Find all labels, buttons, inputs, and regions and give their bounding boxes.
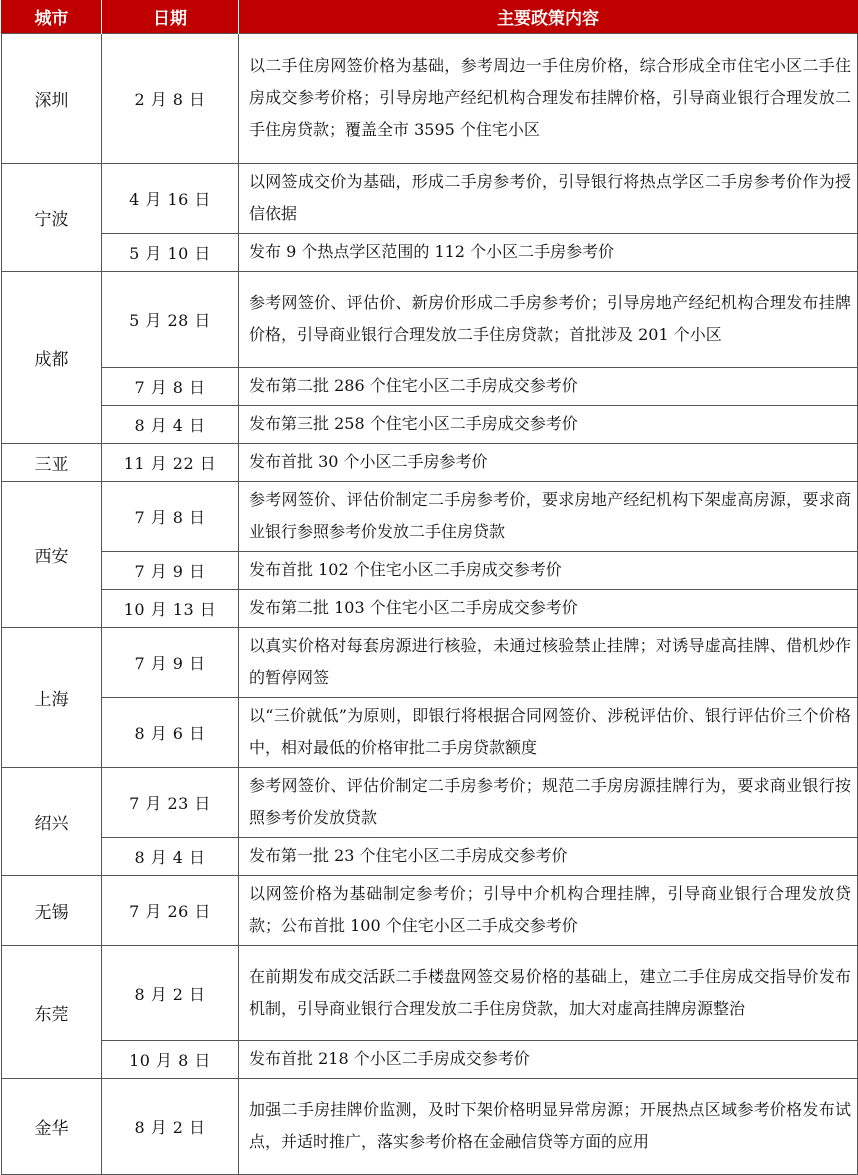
table-row [2, 406, 858, 444]
city-cell: 金华 [2, 1079, 102, 1175]
policy-cell: 发布第二批 286 个住宅小区二手房成交参考价 [239, 368, 858, 406]
policy-cell: 以二手住房网签价格为基础，参考周边一手住房价格，综合形成全市住宅小区二手住房成交参考价格；引导房地产经纪机构合理发布挂牌价格，引导商业银行合理发放二手住房贷款；覆盖全市 3595 个住宅小区 [239, 34, 858, 164]
policy-cell: 发布第一批 23 个住宅小区二手房成交参考价 [239, 838, 858, 876]
table-row [2, 1079, 858, 1175]
table-row [2, 698, 858, 768]
date-cell: 5 月 10 日 [102, 234, 239, 272]
date-cell: 7 月 8 日 [102, 482, 239, 552]
policy-cell: 以“三价就低”为原则，即银行将根据合同网签价、涉税评估价、银行评估价三个价格中，相对最低的价格审批二手房贷款额度 [239, 698, 858, 768]
policy-cell: 发布首批 30 个小区二手房参考价 [239, 444, 858, 482]
date-cell: 8 月 4 日 [102, 406, 239, 444]
table-row [2, 946, 858, 1041]
table-row [2, 768, 858, 838]
date-cell: 7 月 23 日 [102, 768, 239, 838]
city-cell: 深圳 [2, 34, 102, 164]
header-date: 日期 [102, 0, 239, 34]
table-row [2, 1041, 858, 1079]
policy-cell: 发布首批 102 个住宅小区二手房成交参考价 [239, 552, 858, 590]
date-cell: 11 月 22 日 [102, 444, 239, 482]
city-cell: 东莞 [2, 946, 102, 1079]
city-cell: 宁波 [2, 164, 102, 272]
table-row [2, 628, 858, 698]
date-cell: 7 月 8 日 [102, 368, 239, 406]
table-row [2, 590, 858, 628]
table-row [2, 876, 858, 946]
date-cell: 8 月 4 日 [102, 838, 239, 876]
city-cell: 无锡 [2, 876, 102, 946]
date-cell: 7 月 9 日 [102, 552, 239, 590]
table-body [2, 34, 858, 1175]
header-row [2, 0, 858, 34]
city-cell: 绍兴 [2, 768, 102, 876]
table-row [2, 482, 858, 552]
header-city: 城市 [2, 0, 102, 34]
table-header [2, 0, 858, 34]
policy-cell: 参考网签价、评估价制定二手房参考价，要求房地产经纪机构下架虚高房源，要求商业银行参照参考价发放二手住房贷款 [239, 482, 858, 552]
date-cell: 2 月 8 日 [102, 34, 239, 164]
table-row [2, 272, 858, 368]
policy-cell: 发布 9 个热点学区范围的 112 个小区二手房参考价 [239, 234, 858, 272]
policy-cell: 参考网签价、评估价制定二手房参考价；规范二手房房源挂牌行为，要求商业银行按照参考价发放贷款 [239, 768, 858, 838]
table-row [2, 234, 858, 272]
city-cell: 西安 [2, 482, 102, 628]
table-row [2, 838, 858, 876]
date-cell: 8 月 2 日 [102, 1079, 239, 1175]
policy-cell: 加强二手房挂牌价监测，及时下架价格明显异常房源；开展热点区域参考价格发布试点，并适时推广，落实参考价格在金融信贷等方面的应用 [239, 1079, 858, 1175]
date-cell: 7 月 9 日 [102, 628, 239, 698]
date-cell: 8 月 6 日 [102, 698, 239, 768]
policy-cell: 发布第三批 258 个住宅小区二手房成交参考价 [239, 406, 858, 444]
table-row [2, 368, 858, 406]
policy-cell: 发布第二批 103 个住宅小区二手房成交参考价 [239, 590, 858, 628]
table-row [2, 552, 858, 590]
policy-cell: 以真实价格对每套房源进行核验，未通过核验禁止挂牌；对诱导虚高挂牌、借机炒作的暂停网签 [239, 628, 858, 698]
city-cell: 三亚 [2, 444, 102, 482]
policy-cell: 参考网签价、评估价、新房价形成二手房参考价；引导房地产经纪机构合理发布挂牌价格，引导商业银行合理发放二手住房贷款；首批涉及 201 个小区 [239, 272, 858, 368]
policy-cell: 以网签价格为基础制定参考价；引导中介机构合理挂牌，引导商业银行合理发放贷款；公布首批 100 个住宅小区二手成交参考价 [239, 876, 858, 946]
city-cell: 成都 [2, 272, 102, 444]
policy-cell: 在前期发布成交活跃二手楼盘网签交易价格的基础上，建立二手住房成交指导价发布机制，引导商业银行合理发放二手住房贷款，加大对虚高挂牌房源整治 [239, 946, 858, 1041]
date-cell: 10 月 8 日 [102, 1041, 239, 1079]
date-cell: 5 月 28 日 [102, 272, 239, 368]
policy-cell: 以网签成交价为基础，形成二手房参考价，引导银行将热点学区二手房参考价作为授信依据 [239, 164, 858, 234]
table-row [2, 164, 858, 234]
policy-cell: 发布首批 218 个小区二手房成交参考价 [239, 1041, 858, 1079]
header-policy: 主要政策内容 [239, 0, 858, 34]
table-row [2, 444, 858, 482]
date-cell: 7 月 26 日 [102, 876, 239, 946]
date-cell: 4 月 16 日 [102, 164, 239, 234]
date-cell: 10 月 13 日 [102, 590, 239, 628]
city-cell: 上海 [2, 628, 102, 768]
table-row [2, 34, 858, 164]
date-cell: 8 月 2 日 [102, 946, 239, 1041]
policy-table [1, 0, 858, 1175]
